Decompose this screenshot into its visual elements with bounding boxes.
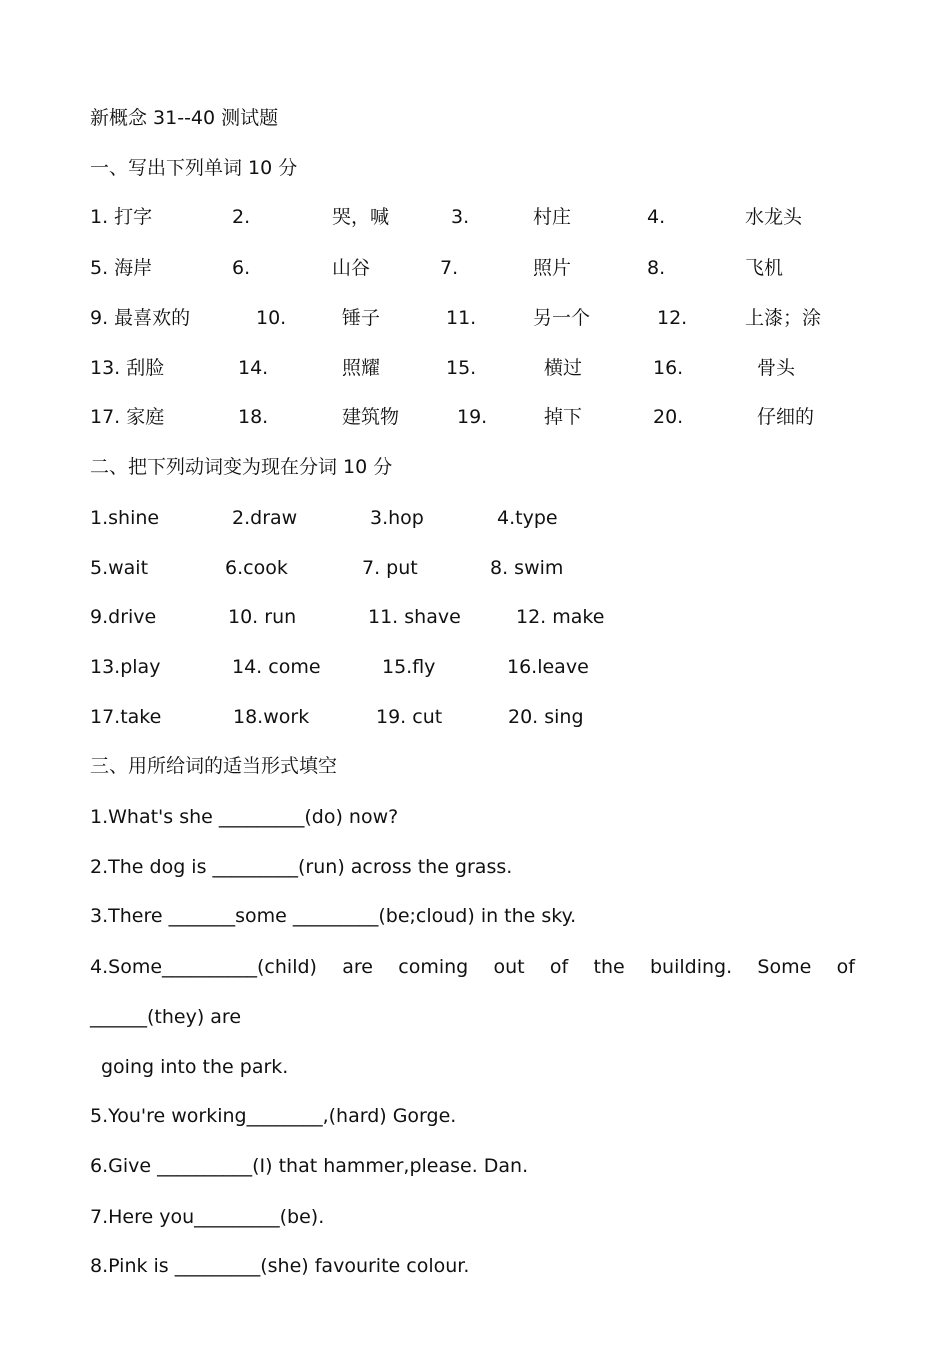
word-item-number: 14. [238,357,269,379]
verb-item: 15.fly [382,656,436,678]
word-item-number: 4. [647,206,666,228]
word-item-meaning: 飞机 [745,257,784,279]
word-item-meaning: 村庄 [533,206,572,228]
question-word: out [493,956,525,978]
question-word: 4.Some__________(child) [90,956,317,978]
word-item-number: 15. [446,357,477,379]
verb-item: 3.hop [370,507,424,529]
verb-item: 4.type [497,507,558,529]
fill-blank-question: 8.Pink is _________(she) favourite colour. [90,1255,470,1277]
word-item-number: 10. [256,307,287,329]
question-word: of [836,956,855,978]
word-item: 17. 家庭 [90,406,165,428]
question-word: coming [398,956,469,978]
verb-item: 1.shine [90,507,160,529]
verb-item: 6.cook [225,557,288,579]
word-item-number: 20. [653,406,684,428]
fill-blank-question: 1.What's she _________(do) now? [90,806,399,828]
word-item-meaning: 骨头 [757,357,796,379]
fill-blank-continuation: going into the park. [101,1056,289,1078]
verb-item: 14. come [232,656,321,678]
fill-blank-question: 2.The dog is _________(run) across the grass. [90,856,513,878]
verb-item: 20. sing [508,706,584,728]
word-item-number: 12. [657,307,688,329]
word-item-meaning: 上漆；涂 [745,307,822,329]
question-word: Some [757,956,812,978]
word-item: 1. 打字 [90,206,153,228]
section1-heading: 一、写出下列单词 10 分 [90,157,298,179]
word-item-meaning: 仔细的 [757,406,815,428]
verb-item: 7. put [362,557,418,579]
fill-blank-question: 3.There _______some _________(be;cloud) in the sky. [90,905,577,927]
verb-item: 18.work [233,706,310,728]
section2-heading: 二、把下列动词变为现在分词 10 分 [90,456,393,478]
word-item-number: 6. [232,257,251,279]
verb-item: 5.wait [90,557,149,579]
word-item-number: 2. [232,206,251,228]
fill-blank-question: 5.You're working________,(hard) Gorge. [90,1105,457,1127]
word-item: 13. 刮脸 [90,357,165,379]
word-item: 9. 最喜欢的 [90,307,191,329]
word-item-number: 18. [238,406,269,428]
fill-blank-question: 6.Give __________(I) that hammer,please. Dan. [90,1155,529,1177]
question-word: are [342,956,373,978]
verb-item: 16.leave [507,656,589,678]
fill-blank-question-justified [90,955,855,979]
question-word: of [549,956,569,978]
verb-item: 12. make [516,606,605,628]
page-title: 新概念 31--40 测试题 [90,107,279,129]
word-item-meaning: 水龙头 [745,206,803,228]
word-item-number: 3. [451,206,470,228]
question-word: building. [649,956,733,978]
word-item-meaning: 照片 [533,257,572,279]
fill-blank-continuation: ______(they) are [90,1006,242,1028]
fill-blank-question: 7.Here you_________(be). [90,1206,325,1228]
verb-item: 9.drive [90,606,157,628]
word-item-meaning: 横过 [544,357,583,379]
word-item-number: 7. [440,257,459,279]
word-item-meaning: 另一个 [533,307,591,329]
verb-item: 17.take [90,706,162,728]
verb-item: 19. cut [376,706,443,728]
verb-item: 11. shave [368,606,461,628]
word-item-meaning: 建筑物 [342,406,400,428]
question-word: the [593,956,625,978]
verb-item: 2.draw [232,507,298,529]
word-item-meaning: 锤子 [342,307,381,329]
verb-item: 13.play [90,656,161,678]
word-item: 5. 海岸 [90,257,153,279]
word-item-number: 16. [653,357,684,379]
word-item-number: 19. [457,406,488,428]
verb-item: 10. run [228,606,297,628]
word-item-meaning: 照耀 [342,357,381,379]
section3-heading: 三、用所给词的适当形式填空 [90,755,338,777]
word-item-number: 11. [446,307,477,329]
verb-item: 8. swim [490,557,564,579]
word-item-meaning: 掉下 [544,406,583,428]
word-item-meaning: 哭，喊 [332,206,390,228]
word-item-number: 8. [647,257,666,279]
word-item-meaning: 山谷 [332,257,371,279]
